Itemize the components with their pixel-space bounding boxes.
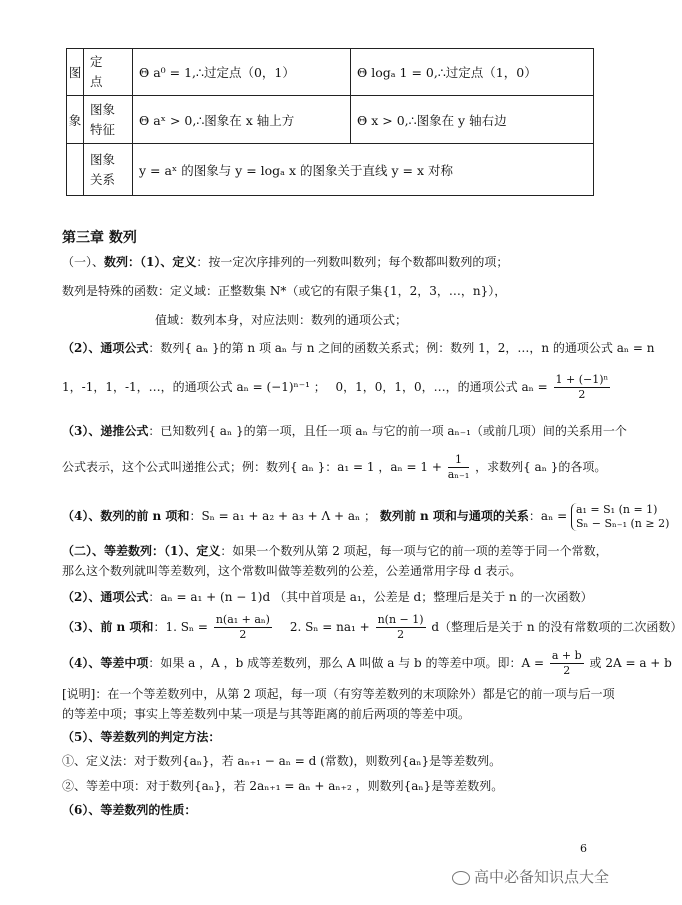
judgment-middle-term: ②、等差中项：对于数列{aₙ}，若 2aₙ₊₁ = aₙ + aₙ₊₂ ，则数列{aₙ}是等差数列。 xyxy=(62,779,504,793)
group-label-cell-3 xyxy=(67,144,84,196)
cell-exp-graph-feature: Θ aˣ > 0,∴图象在 x 轴上方 xyxy=(133,96,351,144)
cell-log-graph-feature: Θ x > 0,∴图象在 y 轴右边 xyxy=(351,96,594,144)
chapter-title: 第三章 数列 xyxy=(62,230,137,246)
judgment-definition: ①、定义法：对于数列{aₙ}，若 aₙ₊₁ − aₙ = d (常数)，则数列{aₙ}是等差数列。 xyxy=(62,754,502,768)
general-term: （2）、通项公式：数列{ aₙ }的第 n 项 aₙ 与 n 之间的函数关系式；例：数列 1，2，…，n 的通项公式 aₙ = n xyxy=(62,341,655,355)
seq-definition: （一）、数列：（1）、定义：按一定次序排列的一列数叫数列；每个数都叫数列的项； xyxy=(62,255,509,269)
note-line-2: 的等差中项；事实上等差数列中某一项是与其等距离的前后两项的等差中项。 xyxy=(62,707,471,721)
seq-domain: 数列是特殊的函数：定义域：正整数集 N*（或它的有限子集{1，2，3，…，n}）， xyxy=(62,284,507,298)
group-label-cell: 图 xyxy=(67,49,84,96)
arith-middle-term: （4）、等差中项：如果 a ，A ，b 成等差数列，那么 A 叫做 a 与 b 的等差中项。即：A = $\frac{a + b}{2}$ 或 2A = a + b xyxy=(62,649,672,677)
fraction: $\frac{n(n - 1)}{2}$ xyxy=(377,613,424,641)
row-label-graph-feature: 图象 特征 xyxy=(84,96,133,144)
row-label-fixed-point: 定 点 xyxy=(84,49,133,96)
row-label-graph-relation: 图象 关系 xyxy=(84,144,133,196)
fraction: $\frac{1}{\text{aₙ₋₁}}$ xyxy=(447,453,470,481)
arith-definition-cont: 那么这个数列就叫等差数列，这个常数叫做等差数列的公差，公差通常用字母 d 表示。 xyxy=(62,564,522,578)
cell-exp-fixed-point: Θ a⁰ = 1,∴过定点（0，1） xyxy=(133,49,351,96)
recursive-example: 公式表示，这个公式叫递推公式；例：数列{ aₙ }：a₁ = 1 ，aₙ = 1 + $\frac{1}{\text{aₙ₋₁}}$ ，求数列{ aₙ }的各项。 xyxy=(62,453,607,481)
general-term-examples: 1，-1，1，-1，…，的通项公式 aₙ = (−1)ⁿ⁻¹ ； 0，1，0，1，0，…，的通项公式 aₙ = $\frac{\text{1 + (−1)ⁿ}}{2}$ xyxy=(62,373,609,401)
note-line-1: [说明]：在一个等差数列中，从第 2 项起，每一项（有穷等差数列的末项除外）都是它的前一项与后一项 xyxy=(62,687,615,701)
fraction: $\frac{\text{n(a₁ + aₙ)}}{2}$ xyxy=(215,613,270,641)
properties-heading: （6）、等差数列的性质： xyxy=(62,803,197,817)
watermark: 高中必备知识点大全 xyxy=(452,866,609,887)
wechat-icon xyxy=(452,871,470,885)
arith-definition: （二）、等差数列：（1）、定义：如果一个数列从第 2 项起，每一项与它的前一项的差等于同一个常数， xyxy=(62,544,608,558)
properties-table xyxy=(66,48,594,196)
page-number: 6 xyxy=(580,842,587,855)
piecewise-brace: a₁ = S₁ (n = 1) Sₙ − Sₙ₋₁ (n ≥ 2) xyxy=(571,503,669,531)
arith-general-term: （2）、通项公式：aₙ = a₁ + (n − 1)d （其中首项是 a₁，公差是 d；整理后是关于 n 的一次函数） xyxy=(62,590,593,604)
seq-range: 值域：数列本身，对应法则：数列的通项公式； xyxy=(155,313,408,327)
cell-log-fixed-point: Θ logₐ 1 = 0,∴过定点（1，0） xyxy=(351,49,594,96)
judgment-heading: （5）、等差数列的判定方法： xyxy=(62,730,221,744)
recursive-formula: （3）、递推公式：已知数列{ aₙ }的第一项，且任一项 aₙ 与它的前一项 aₙ₋₁（或前几项）间的关系用一个 xyxy=(62,424,627,438)
cell-graph-relation: y = aˣ 的图象与 y = logₐ x 的图象关于直线 y = x 对称 xyxy=(133,144,594,196)
arith-partial-sum: （3）、前 n 项和：1. Sₙ = $\frac{\text{n(a₁ + aₙ)}}{2}$ 2. Sₙ = na₁ + $\frac{n(n - 1)}{2}$ d（整理后是关于 n 的没有常数项的二次函数） xyxy=(62,613,682,641)
partial-sum: （4）、数列的前 n 项和：Sₙ = a₁ + a₂ + a₃ + Λ + aₙ ； 数列前 n 项和与通项的关系：aₙ = a₁ = S₁ (n = 1) Sₙ − Sₙ₋₁ (n ≥ 2) xyxy=(62,502,670,530)
fraction: $\frac{a + b}{2}$ xyxy=(551,649,582,677)
fraction: $\frac{\text{1 + (−1)ⁿ}}{2}$ xyxy=(555,373,609,401)
group-label-cell-2: 象 xyxy=(67,96,84,144)
